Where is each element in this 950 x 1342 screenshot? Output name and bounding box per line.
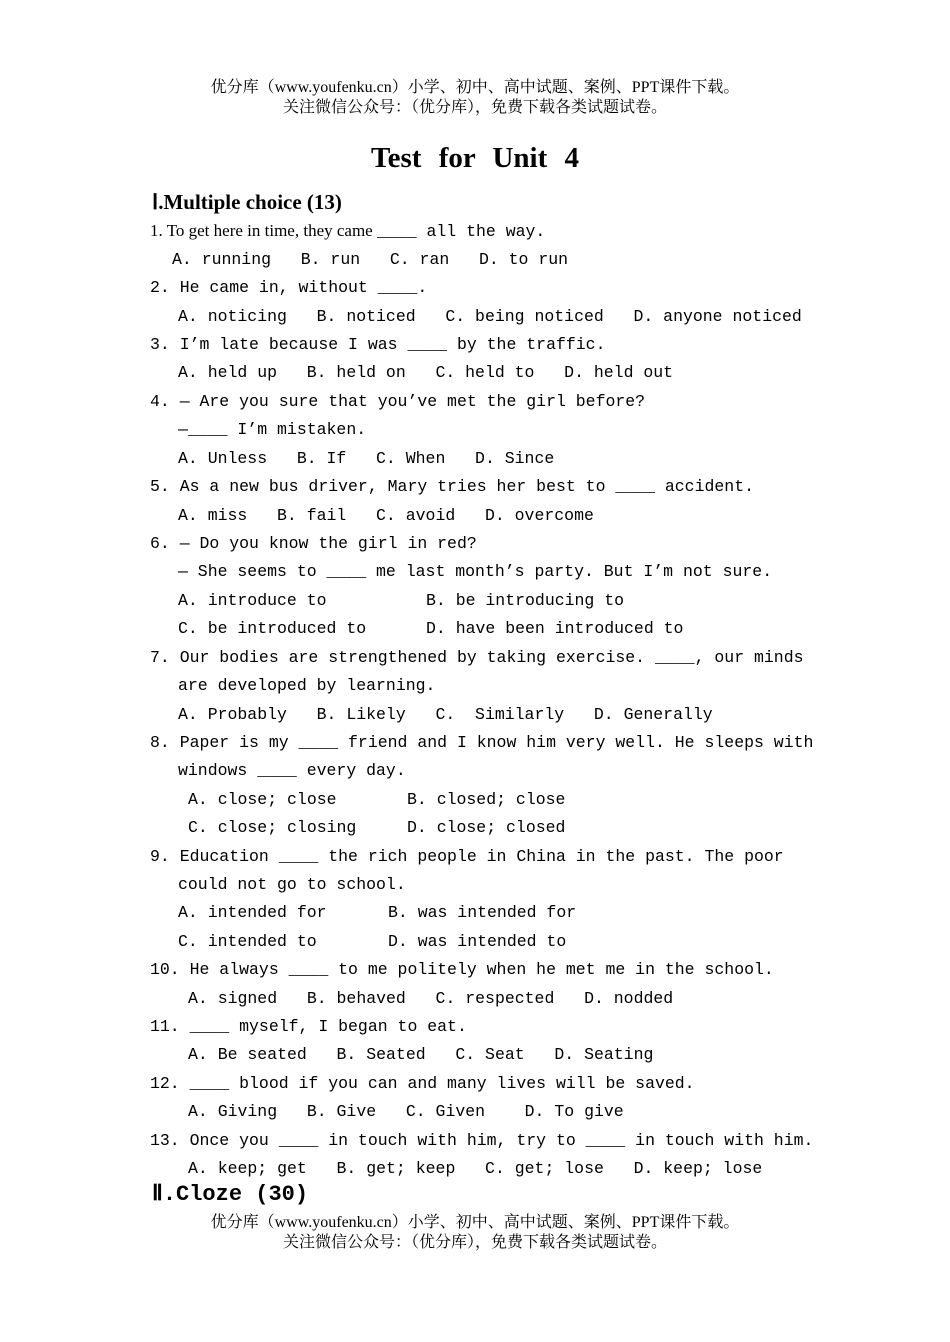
- footer-line-2: 关注微信公众号：（优分库），免费下载各类试题试卷。: [282, 1234, 667, 1251]
- question-12-stem: 12. ____ blood if you can and many lives will be saved.: [150, 1074, 695, 1093]
- question-7-options: A. Probably B. Likely C. Similarly D. Generally: [178, 705, 713, 724]
- question-6-option-c: C. be introduced to: [178, 619, 367, 638]
- question-3-stem: 3. I’m late because I was ____ by the traffic.: [150, 335, 606, 354]
- question-5-options: A. miss B. fail C. avoid D. overcome: [178, 506, 594, 525]
- question-7-stem-cont: are developed by learning.: [178, 676, 436, 695]
- question-8-option-b: B. closed; close: [407, 790, 566, 809]
- question-11-options: A. Be seated B. Seated C. Seat D. Seating: [188, 1045, 654, 1064]
- question-4-options: A. Unless B. If C. When D. Since: [178, 449, 555, 468]
- question-2-stem: 2. He came in, without ____.: [150, 278, 428, 297]
- question-6-option-b: B. be introducing to: [426, 591, 625, 610]
- question-1-stem-mono: ____ all the way.: [376, 222, 546, 241]
- question-6-option-d: D. have been introduced to: [426, 619, 684, 638]
- question-4-stem: 4. — Are you sure that you’ve met the girl before?: [150, 392, 646, 411]
- question-8-option-d: D. close; closed: [407, 818, 566, 837]
- page-title: Test for Unit 4: [370, 142, 580, 174]
- question-11-stem: 11. ____ myself, I began to eat.: [150, 1017, 467, 1036]
- question-6-stem-reply: — She seems to ____ me last month’s party. But I’m not sure.: [178, 562, 773, 581]
- question-8-option-c: C. close; closing: [188, 818, 357, 837]
- question-10-stem: 10. He always ____ to me politely when he met me in the school.: [150, 960, 774, 979]
- question-8-option-a: A. close; close: [188, 790, 337, 809]
- section-heading-cloze: Ⅱ.Cloze (30): [152, 1182, 309, 1207]
- question-3-options: A. held up B. held on C. held to D. held out: [178, 363, 674, 382]
- question-5-stem: 5. As a new bus driver, Mary tries her best to ____ accident.: [150, 477, 754, 496]
- question-9-stem: 9. Education ____ the rich people in China in the past. The poor: [150, 847, 784, 866]
- header-line-1: 优分库（www.youfenku.cn）小学、初中、高中试题、案例、PPT课件下载。: [210, 79, 740, 96]
- question-6-option-a: A. introduce to: [178, 591, 327, 610]
- question-4-stem-reply: —____ I’m mistaken.: [178, 420, 367, 439]
- footer-line-1: 优分库（www.youfenku.cn）小学、初中、高中试题、案例、PPT课件下载。: [210, 1214, 740, 1231]
- question-12-options: A. Giving B. Give C. Given D. To give: [188, 1102, 624, 1121]
- question-9-option-a: A. intended for: [178, 903, 327, 922]
- question-6-stem: 6. — Do you know the girl in red?: [150, 534, 477, 553]
- question-1-options: A. running B. run C. ran D. to run: [172, 250, 569, 269]
- question-8-stem-cont: windows ____ every day.: [178, 761, 406, 780]
- question-9-option-c: C. intended to: [178, 932, 317, 951]
- section-heading-multiple-choice: Ⅰ.Multiple choice (13): [152, 190, 342, 214]
- question-13-stem: 13. Once you ____ in touch with him, try to ____ in touch with him.: [150, 1131, 814, 1150]
- question-2-options: A. noticing B. noticed C. being noticed D. anyone noticed: [178, 307, 802, 326]
- question-9-option-b: B. was intended for: [388, 903, 577, 922]
- question-13-options: A. keep; get B. get; keep C. get; lose D. keep; lose: [188, 1159, 763, 1178]
- question-10-options: A. signed B. behaved C. respected D. nodded: [188, 989, 674, 1008]
- header-line-2: 关注微信公众号：（优分库），免费下载各类试题试卷。: [282, 99, 667, 116]
- question-1-stem-serif: 1. To get here in time, they came: [150, 221, 377, 240]
- question-8-stem: 8. Paper is my ____ friend and I know him very well. He sleeps with: [150, 733, 814, 752]
- question-9-option-d: D. was intended to: [388, 932, 567, 951]
- question-1-stem: [150, 220, 545, 243]
- question-7-stem: 7. Our bodies are strengthened by taking exercise. ____, our minds: [150, 648, 804, 667]
- question-9-stem-cont: could not go to school.: [178, 875, 406, 894]
